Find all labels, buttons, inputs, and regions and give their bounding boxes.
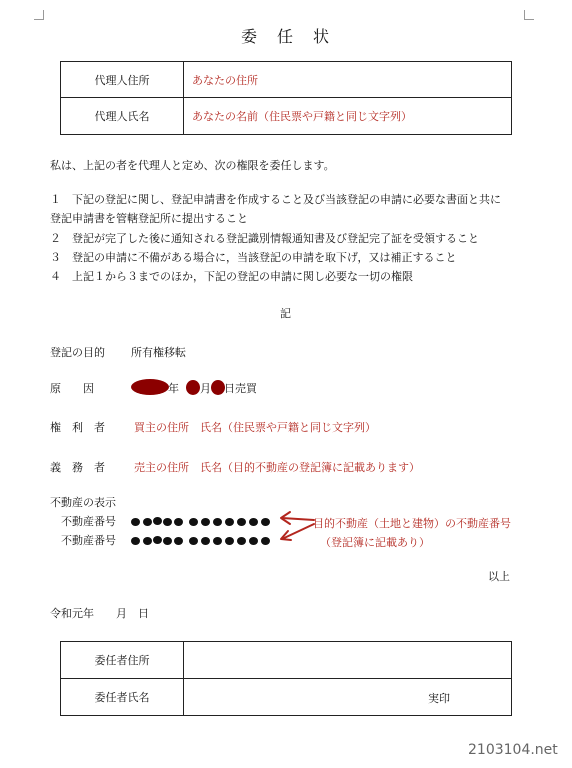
cause-year: 年 [168, 382, 179, 395]
cause-label: 原 因 [50, 382, 94, 395]
property-number-label-1: 不動産番号 [61, 515, 116, 528]
purpose-value: 所有権移転 [131, 346, 186, 359]
cause-day-text: 日売買 [224, 382, 257, 395]
agent-table [60, 61, 512, 135]
corner-mark-top-right [524, 10, 534, 20]
authority-item-2: ２ 登記が完了した後に通知される登記識別情報通知書及び登記完了証を受領すること [50, 232, 479, 245]
property-number-redacted-1 [131, 516, 281, 528]
property-number-label-2: 不動産番号 [61, 534, 116, 547]
document-title: 委 任 状 [240, 27, 331, 46]
intro-text: 私は、上記の者を代理人と定め、次の権限を委任します。 [50, 159, 335, 172]
holder-label: 権 利 者 [50, 421, 105, 434]
watermark: 2103104.net [468, 742, 558, 758]
agent-address-label: 代理人住所 [61, 62, 184, 98]
principal-name-value [184, 679, 512, 716]
authority-item-1-cont: 登記申請書を管轄登記所に提出すること [50, 212, 248, 225]
corner-mark-top-left [34, 10, 44, 20]
property-number-redacted-2 [131, 535, 281, 547]
principal-address-value [184, 642, 512, 679]
obligor-label: 義 務 者 [50, 461, 105, 474]
principal-table [60, 641, 512, 716]
date-text: 令和元年 月 日 [50, 607, 149, 620]
agent-address-value: あなたの住所 [184, 62, 512, 98]
redaction-year [131, 379, 169, 395]
principal-address-label: 委任者住所 [61, 642, 184, 679]
annotation-arrows [276, 508, 318, 544]
property-heading: 不動産の表示 [50, 496, 116, 509]
authority-item-1: １ 下記の登記に関し、登記申請書を作成すること及び当該登記の申請に必要な書面と共に [50, 193, 501, 206]
seal-text: 実印 [428, 692, 450, 705]
property-note-line-1: 目的不動産（土地と建物）の不動産番号 [313, 517, 511, 530]
property-note-line-2: （登記簿に記載あり） [320, 536, 430, 549]
authority-item-4: ４ 上記１から３までのほか，下記の登記の申請に関し必要な一切の権限 [50, 270, 413, 283]
ki-heading: 記 [280, 307, 291, 320]
redaction-month [186, 380, 200, 395]
cause-month: 月 [200, 382, 211, 395]
agent-name-label: 代理人氏名 [61, 98, 184, 135]
redaction-day [211, 380, 225, 395]
purpose-label: 登記の目的 [50, 346, 105, 359]
holder-value: 買主の住所 氏名（住民票や戸籍と同じ文字列） [134, 421, 376, 434]
authority-item-3: ３ 登記の申請に不備がある場合に，当該登記の申請を取下げ，又は補正すること [50, 251, 457, 264]
principal-name-label: 委任者氏名 [61, 679, 184, 716]
obligor-value: 売主の住所 氏名（目的不動産の登記簿に記載あります） [134, 461, 420, 474]
ijou-text: 以上 [488, 570, 510, 583]
agent-name-value: あなたの名前（住民票や戸籍と同じ文字列） [184, 98, 512, 135]
